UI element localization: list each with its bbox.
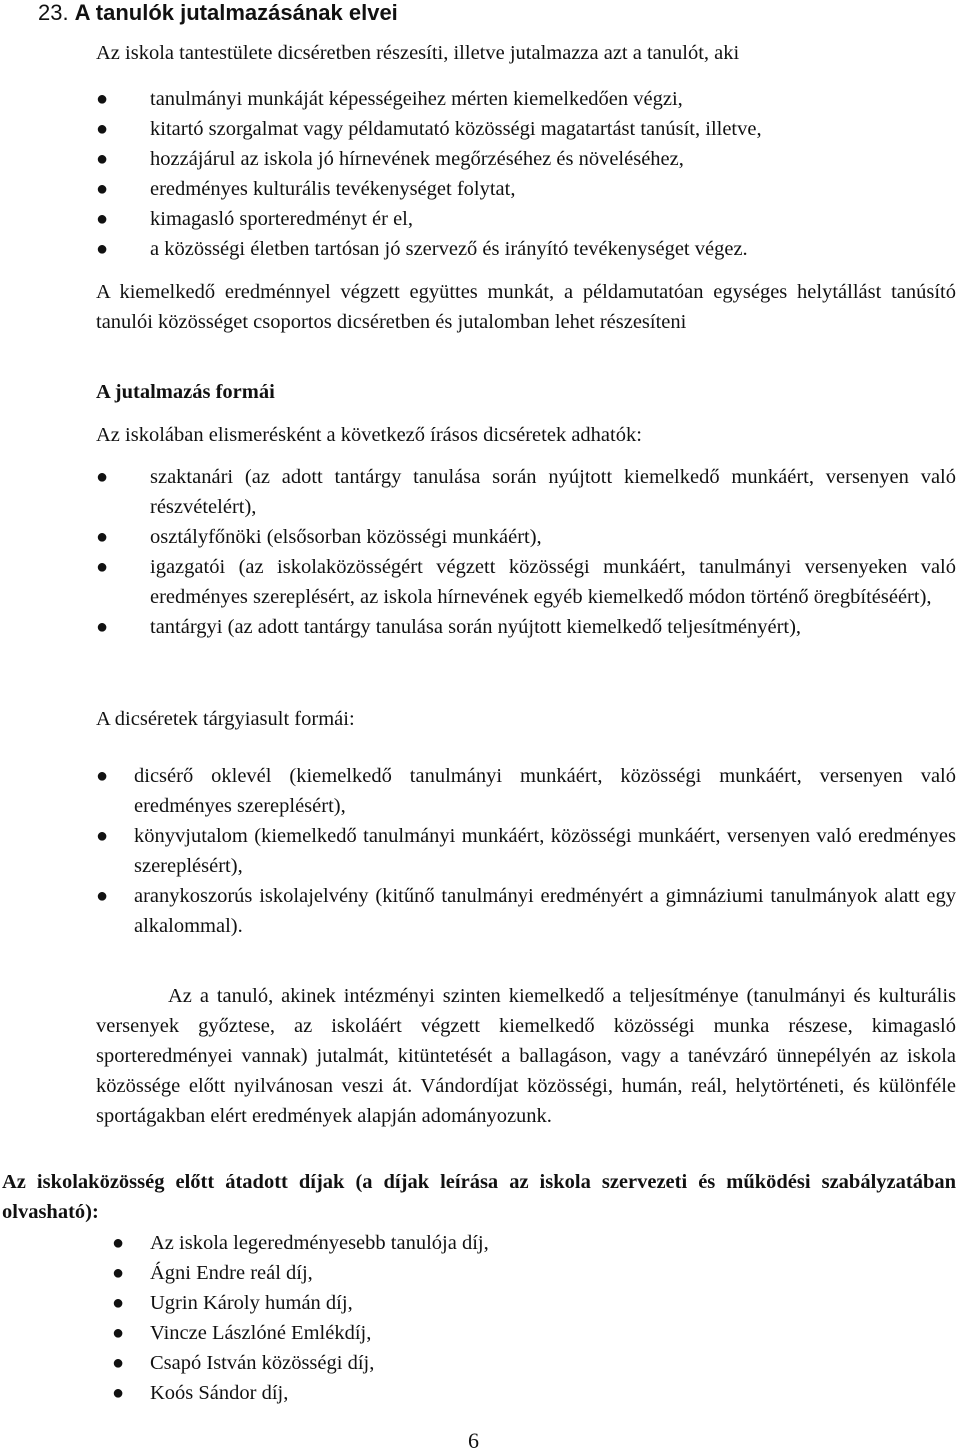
group-praise-paragraph: A kiemelkedő eredménnyel végzett együttes munkát, a példamutatóan egységes helytállást tanúsító tanulói közösséget csoportos dicséretben és jutalomban lehet részesíteni — [96, 281, 956, 333]
graduation-paragraph: Az a tanuló, akinek intézményi szinten kiemelkedő a teljesítménye (tanulmányi és kulturális versenyek győztese, az iskoláért végzett kiemelkedő közösségi munka részese, kimagasló sporteredményei vannak) jutalmát, kitüntetését a ballagáson, vagy a tanévzáró ünnepélyén az iskola közössége előtt nyilvánosan veszi át. Vándordíjat közösségi, humán, reál, helytörténeti, és különféle sportágakban elért eredmények alapján adományozunk. — [96, 985, 956, 1127]
page-number: 6 — [468, 1428, 479, 1453]
section-title: A tanulók jutalmazásának elvei — [74, 0, 398, 25]
list-item: ● tantárgyi (az adott tantárgy tanulása során nyújtott kiemelkedő teljesítményért), — [150, 612, 956, 642]
bullet-icon: ● — [96, 825, 109, 847]
list-item: ● Koós Sándor díj, — [150, 1378, 950, 1408]
list-item: ● tanulmányi munkáját képességeihez mérten kiemelkedően végzi, — [150, 84, 960, 114]
list-item: ● Ágni Endre reál díj, — [150, 1258, 950, 1288]
list-item: ● a közösségi életben tartósan jó szervező és irányító tevékenységet végez. — [150, 234, 960, 264]
list-item: ● kitartó szorgalmat vagy példamutató közösségi magatartást tanúsít, illetve, — [150, 114, 960, 144]
bullet-icon: ● — [96, 466, 109, 488]
bullet-icon: ● — [96, 765, 109, 787]
material-intro: A dicséretek tárgyiasult formái: — [96, 708, 355, 730]
list-item: ● aranykoszorús iskolajelvény (kitűnő tanulmányi eredményért a gimnáziumi tanulmányok alatt egy alkalommal). — [134, 881, 956, 941]
criteria-list — [96, 84, 960, 264]
bullet-icon: ● — [96, 885, 109, 907]
bullet-icon: ● — [96, 238, 109, 260]
bullet-icon: ● — [96, 88, 109, 110]
bullet-icon: ● — [112, 1232, 125, 1254]
forms-heading: A jutalmazás formái — [96, 381, 275, 403]
material-praise-list — [96, 761, 956, 941]
bullet-icon: ● — [96, 148, 109, 170]
bullet-icon: ● — [96, 208, 109, 230]
bullet-icon: ● — [112, 1322, 125, 1344]
written-praise-list — [96, 462, 956, 642]
bullet-icon: ● — [112, 1382, 125, 1404]
list-item: ● Az iskola legeredményesebb tanulója díj, — [150, 1228, 950, 1258]
awards-heading: Az iskolaközösség előtt átadott díjak (a díjak leírása az iskola szervezeti és működési szabályzatában olvasható): — [2, 1171, 956, 1223]
intro-paragraph: Az iskola tantestülete dicséretben részesíti, illetve jutalmazza azt a tanulót, aki — [96, 42, 740, 64]
list-item: ● Vincze Lászlóné Emlékdíj, — [150, 1318, 950, 1348]
awards-list — [112, 1228, 950, 1408]
list-item: ● kimagasló sporteredményt ér el, — [150, 204, 960, 234]
section-number: 23. — [38, 0, 69, 25]
written-intro: Az iskolában elismerésként a következő írásos dicséretek adhatók: — [96, 424, 642, 446]
list-item: ● hozzájárul az iskola jó hírnevének megőrzéséhez és növeléséhez, — [150, 144, 960, 174]
bullet-icon: ● — [96, 616, 109, 638]
bullet-icon: ● — [112, 1292, 125, 1314]
list-item: ● osztályfőnöki (elsősorban közösségi munkáért), — [150, 522, 956, 552]
list-item: ● igazgatói (az iskolaközösségért végzett közösségi munkáért, tanulmányi versenyeken való eredményes szereplésért, az iskola hírnevének egyéb kiemelkedő módon történő öregbítéséért), — [150, 552, 956, 612]
bullet-icon: ● — [96, 556, 109, 578]
list-item: ● Ugrin Károly humán díj, — [150, 1288, 950, 1318]
list-item: ● eredményes kulturális tevékenységet folytat, — [150, 174, 960, 204]
list-item: ● szaktanári (az adott tantárgy tanulása során nyújtott kiemelkedő munkáért, versenyen való részvételért), — [150, 462, 956, 522]
bullet-icon: ● — [112, 1262, 125, 1284]
bullet-icon: ● — [96, 178, 109, 200]
bullet-icon: ● — [112, 1352, 125, 1374]
list-item: ● Csapó István közösségi díj, — [150, 1348, 950, 1378]
bullet-icon: ● — [96, 118, 109, 140]
list-item: ● könyvjutalom (kiemelkedő tanulmányi munkáért, közösségi munkáért, versenyen való eredményes szereplésért), — [134, 821, 956, 881]
section-heading — [38, 0, 398, 26]
bullet-icon: ● — [96, 526, 109, 548]
list-item: ● dicsérő oklevél (kiemelkedő tanulmányi munkáért, közösségi munkáért, versenyen való eredményes szereplésért), — [134, 761, 956, 821]
